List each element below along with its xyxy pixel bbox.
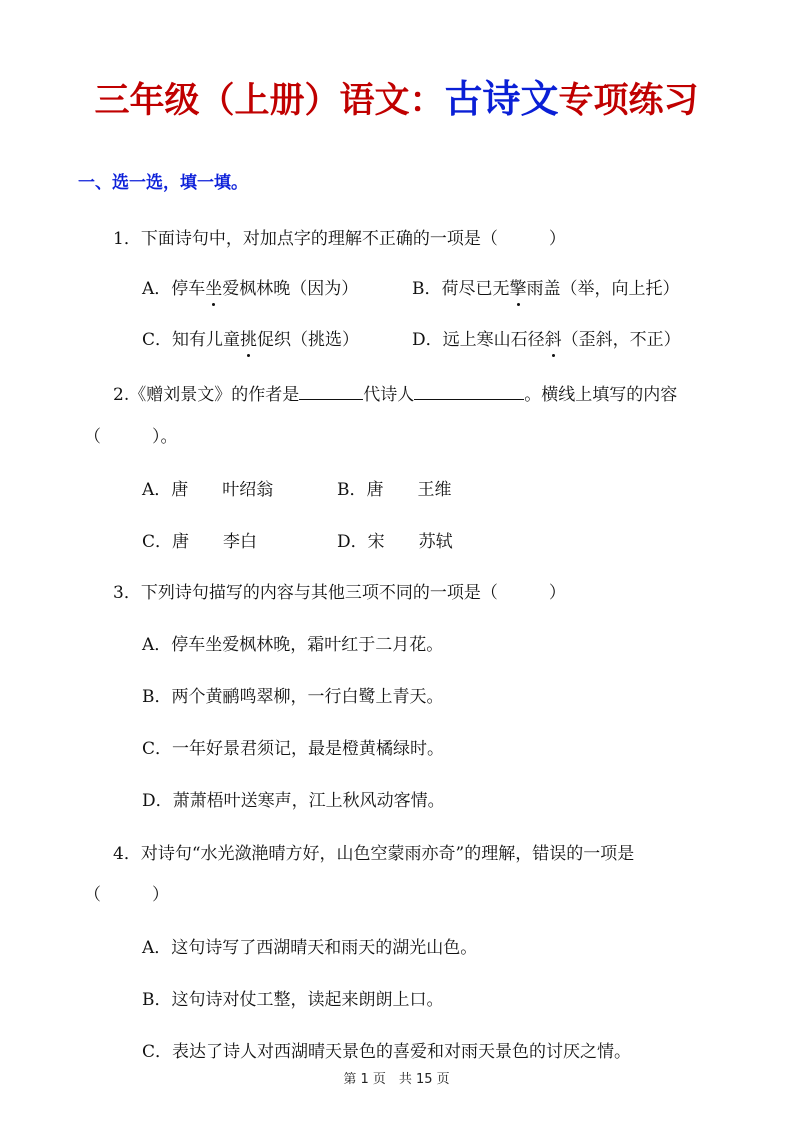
- question-3-option-c: C．一年好景君须记，最是橙黄橘绿时。: [142, 739, 445, 759]
- emphasis-dot-char: 挑: [240, 330, 258, 350]
- question-1-stem: 1．下面诗句中，对加点字的理解不正确的一项是（ ）: [113, 229, 566, 249]
- page-footer: 第 1 页 共 15 页: [343, 1072, 450, 1087]
- question-3-option-d: D．萧萧梧叶送寒声，江上秋风动客情。: [142, 791, 445, 811]
- question-2-option-a: A．唐 叶绍翁: [142, 480, 274, 500]
- question-2-option-c: C．唐 李白: [142, 532, 258, 552]
- question-4-stem-continued: （ ）: [84, 885, 169, 905]
- question-2-option-d: D．宋 苏轼: [337, 532, 453, 552]
- question-1-option-d: D．远上寒山石径斜（歪斜，不正）: [412, 330, 681, 350]
- question-3-stem: 3．下列诗句描写的内容与其他三项不同的一项是（ ）: [113, 583, 566, 603]
- question-3-option-b: B．两个黄鹂鸣翠柳，一行白鹭上青天。: [142, 687, 444, 707]
- question-3-option-a: A．停车坐爱枫林晚，霜叶红于二月花。: [142, 635, 444, 655]
- title-prefix: 三年级（上册）语文：: [94, 81, 445, 121]
- question-2-stem: 2.《赠刘景文》的作者是 代诗人 。横线上填写的内容: [113, 385, 678, 405]
- answer-blank: [414, 383, 524, 400]
- answer-blank: [299, 383, 363, 400]
- question-2-stem-continued: （ ）。: [84, 427, 178, 447]
- question-4-stem: 4．对诗句“水光潋滟晴方好，山色空蒙雨亦奇”的理解，错误的一项是: [113, 844, 635, 864]
- question-2-option-b: B．唐 王维: [337, 480, 452, 500]
- section-heading: 一、选一选，填一填。: [78, 173, 248, 193]
- question-4-option-a: A．这句诗写了西湖晴天和雨天的湖光山色。: [142, 938, 478, 958]
- title-highlight: 古诗文: [444, 77, 559, 121]
- question-4-option-c: C．表达了诗人对西湖晴天景色的喜爱和对雨天景色的讨厌之情。: [142, 1042, 632, 1062]
- emphasis-dot-char: 擎: [509, 279, 527, 299]
- page-title: [0, 76, 793, 124]
- question-1-option-c: C．知有儿童挑促织（挑选）: [142, 330, 360, 350]
- emphasis-dot-char: 坐: [205, 279, 223, 299]
- question-1-option-b: B．荷尽已无擎雨盖（举，向上托）: [412, 279, 680, 299]
- question-4-option-b: B．这句诗对仗工整，读起来朗朗上口。: [142, 990, 444, 1010]
- emphasis-dot-char: 斜: [544, 330, 562, 350]
- question-1-option-a: A．停车坐爱枫林晚（因为）: [142, 279, 359, 299]
- title-suffix: 专项练习: [558, 81, 699, 121]
